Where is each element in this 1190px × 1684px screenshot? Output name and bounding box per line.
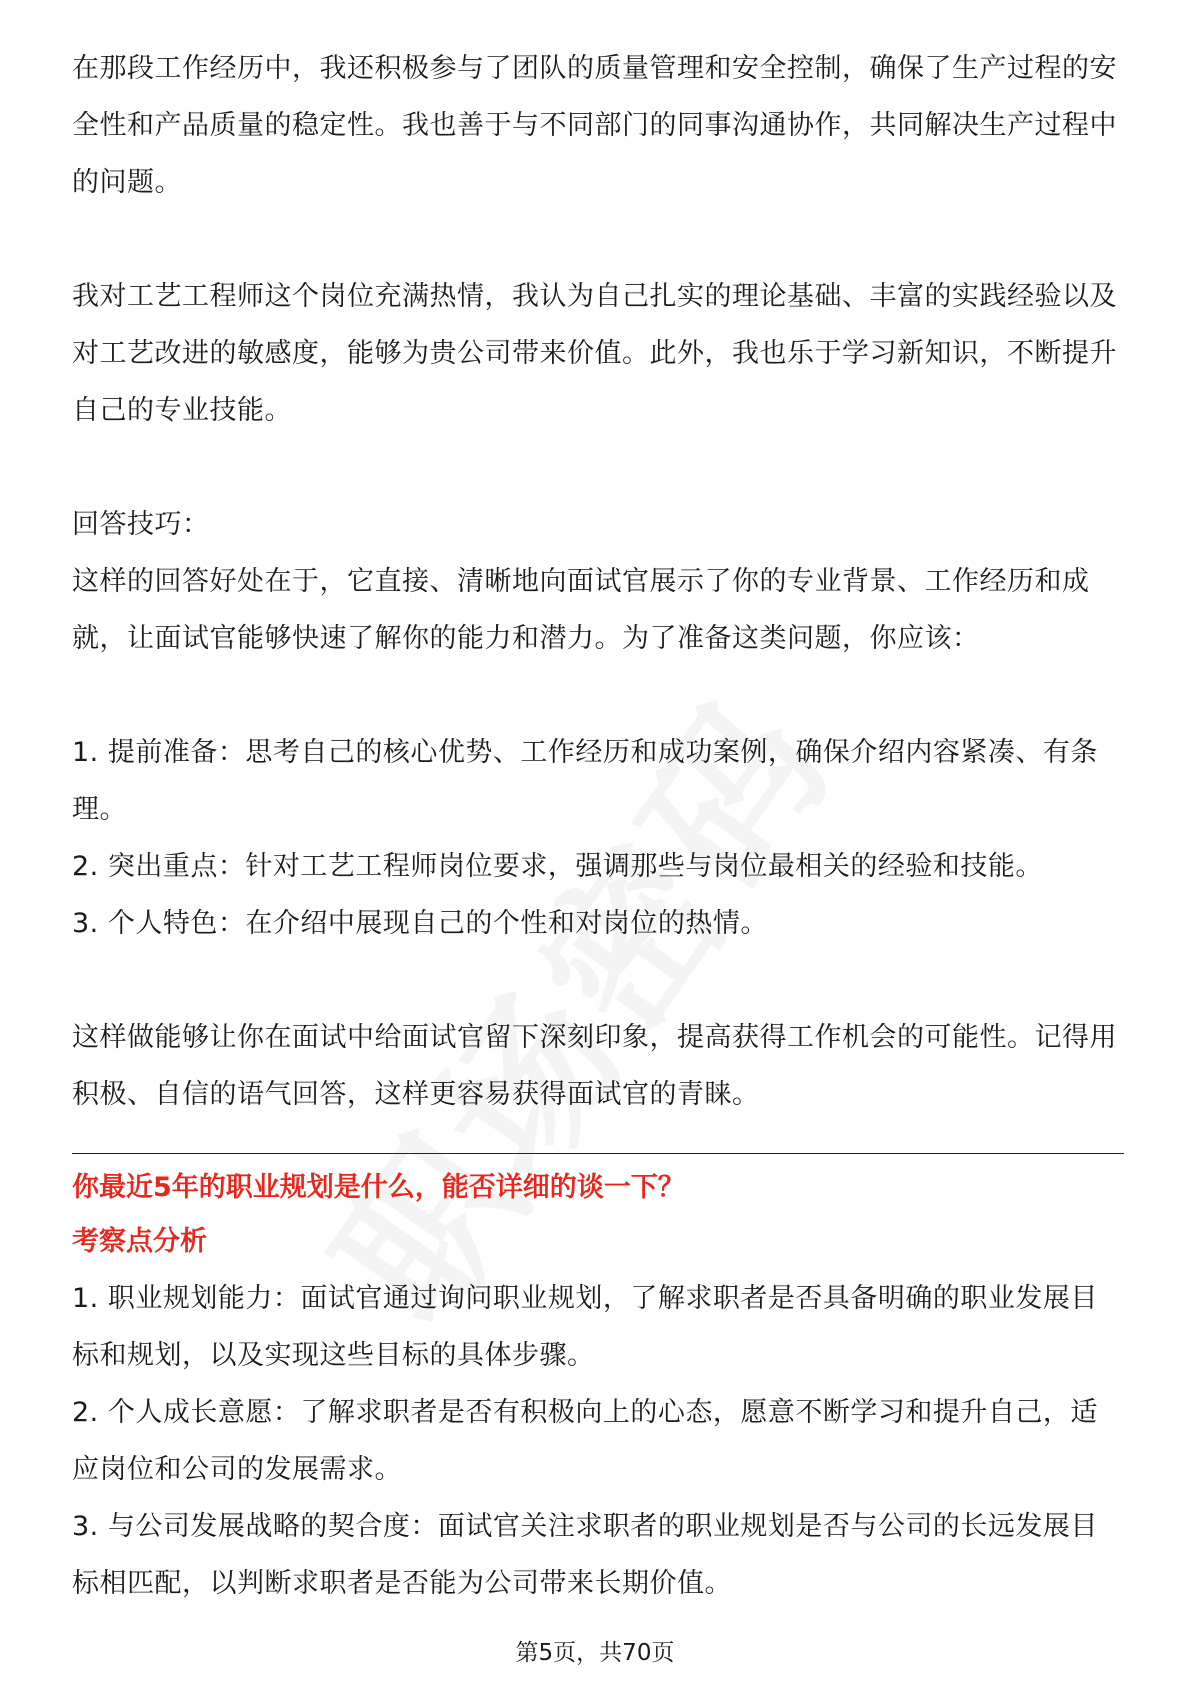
analysis-heading: 考察点分析: [72, 1226, 207, 1257]
analysis-list-item: 2. 个人成长意愿：了解求职者是否有积极向上的心态，愿意不断学习和提升自己，适应岗位和公司的发展需求。: [72, 1397, 1098, 1485]
paragraph-work-experience: 在那段工作经历中，我还积极参与了团队的质量管理和安全控制，确保了生产过程的安全性和产品质量的稳定性。我也善于与不同部门的同事沟通协作，共同解决生产过程中的问题。: [72, 53, 1117, 198]
analysis-list-item: 3. 与公司发展战略的契合度：面试官关注求职者的职业规划是否与公司的长远发展目标相匹配，以判断求职者是否能为公司带来长期价值。: [72, 1511, 1098, 1599]
tips-list-item: 2. 突出重点：针对工艺工程师岗位要求，强调那些与岗位最相关的经验和技能。: [72, 851, 1043, 882]
tips-list-item: 3. 个人特色：在介绍中展现自己的个性和对岗位的热情。: [72, 908, 768, 939]
document-page: [72, 40, 1124, 1612]
analysis-list-item: 1. 职业规划能力：面试官通过询问职业规划，了解求职者是否具备明确的职业发展目标和规划，以及实现这些目标的具体步骤。: [72, 1283, 1098, 1371]
section-divider: [72, 1153, 1124, 1154]
question-title: 你最近5年的职业规划是什么，能否详细的谈一下？: [72, 1172, 685, 1203]
tips-text: 这样的回答好处在于，它直接、清晰地向面试官展示了你的专业背景、工作经历和成就，让面试官能够快速了解你的能力和潜力。为了准备这类问题，你应该：: [72, 566, 1090, 654]
closing-paragraph: 这样做能够让你在面试中给面试官留下深刻印象，提高获得工作机会的可能性。记得用积极、自信的语气回答，这样更容易获得面试官的青睐。: [72, 1022, 1117, 1110]
page-footer: 第5页，共70页: [515, 1640, 675, 1666]
tips-list-item: 1. 提前准备：思考自己的核心优势、工作经历和成功案例，确保介绍内容紧凑、有条理。: [72, 737, 1098, 825]
tips-label: 回答技巧：: [72, 509, 210, 540]
paragraph-enthusiasm: 我对工艺工程师这个岗位充满热情，我认为自己扎实的理论基础、丰富的实践经验以及对工艺改进的敏感度，能够为贵公司带来价值。此外，我也乐于学习新知识，不断提升自己的专业技能。: [72, 281, 1117, 426]
